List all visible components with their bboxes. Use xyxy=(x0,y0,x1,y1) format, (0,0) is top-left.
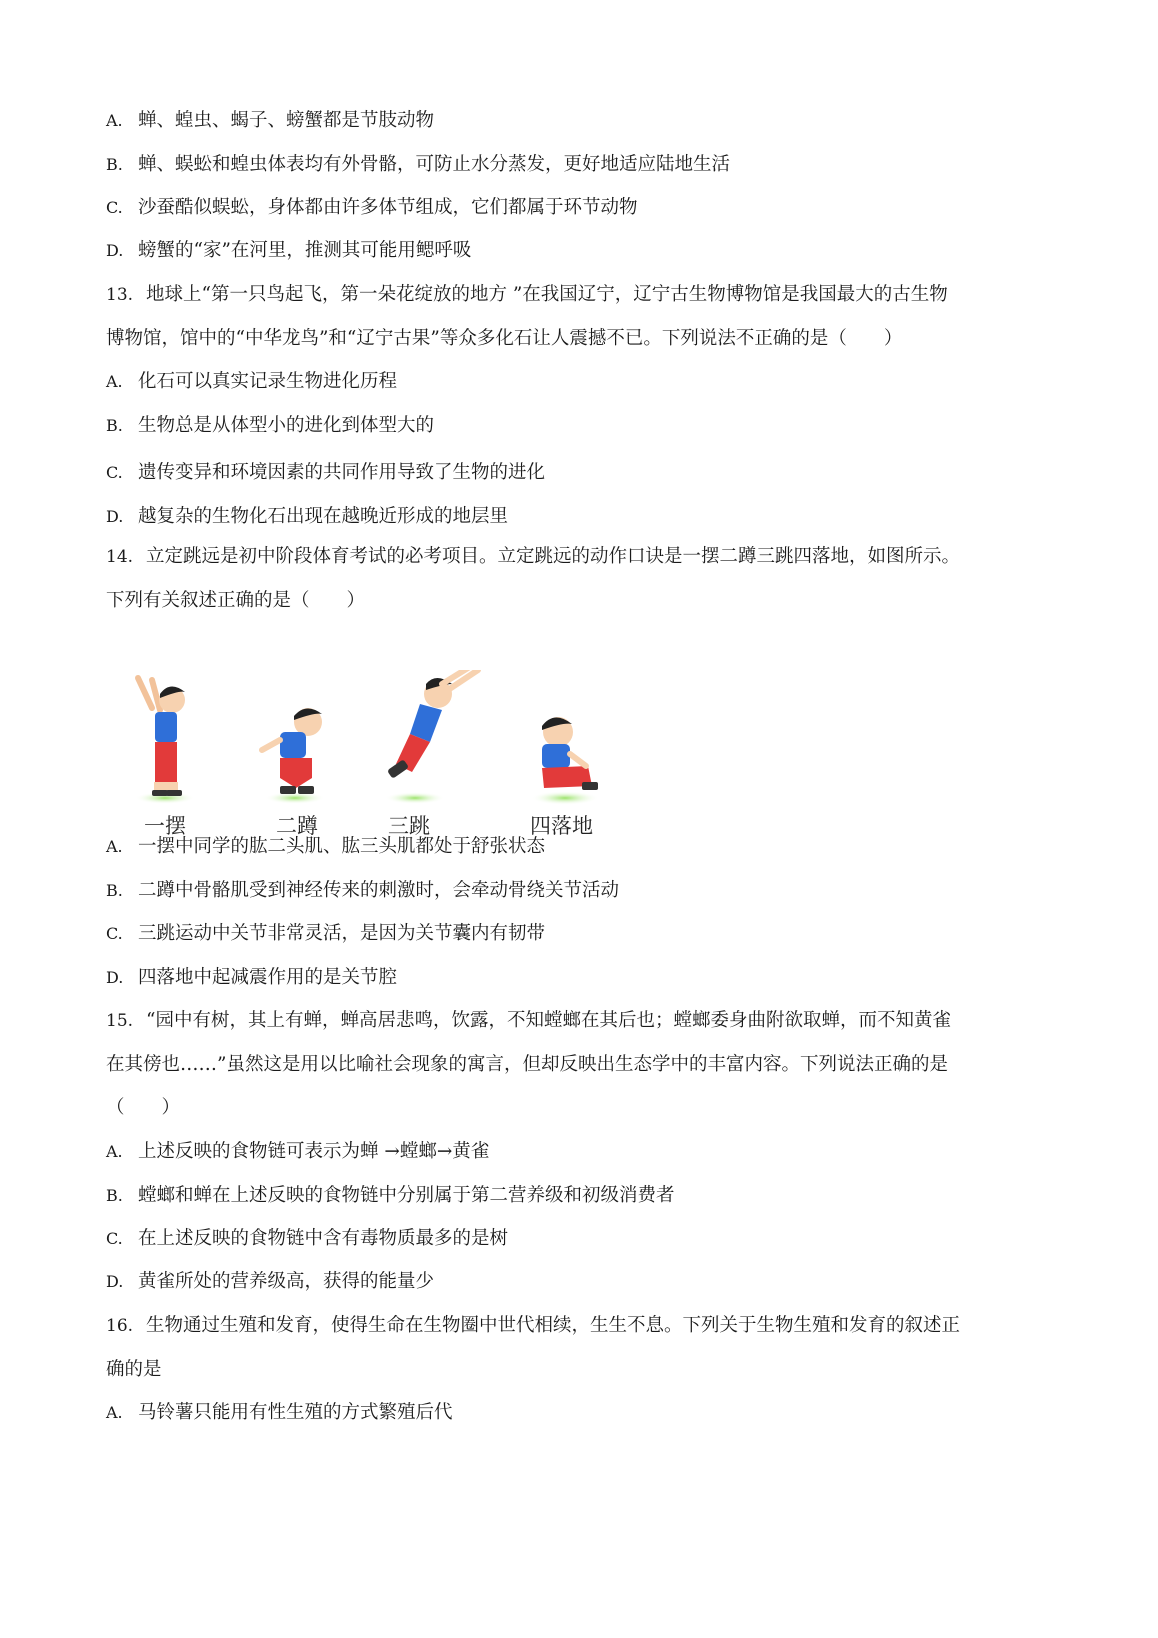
q14-option-a: A. 一摆中同学的肱二头肌、肱三头肌都处于舒张状态 xyxy=(106,836,546,857)
q15-stem-line3: （ ） xyxy=(106,1097,181,1118)
q16-option-a: A. 马铃薯只能用有性生殖的方式繁殖后代 xyxy=(106,1402,453,1423)
q14-stem-line1: 14. 立定跳远是初中阶段体育考试的必考项目。立定跳远的动作口诀是一摆二蹲三跳四落地，如图所示。 xyxy=(106,546,961,567)
q14-option-c: C. 三跳运动中关节非常灵活，是因为关节囊内有韧带 xyxy=(106,923,546,944)
q15-stem-line1: 15. “园中有树，其上有蝉，蝉高居悲鸣，饮露，不知螳螂在其后也；螳螂委身曲附欲取蝉，而不知黄雀 xyxy=(106,1010,951,1031)
q14-option-b: B. 二蹲中骨骼肌受到神经传来的刺激时，会牵动骨绕关节活动 xyxy=(106,880,620,901)
q13-stem-line1: 13. 地球上“第一只鸟起飞，第一朵花绽放的地方 ”在我国辽宁，辽宁古生物博物馆是我国最大的古生物 xyxy=(106,284,948,305)
figure-label-swing: 一摆 xyxy=(144,814,186,838)
swing-pose xyxy=(135,678,195,804)
q13-option-c: C. 遗传变异和环境因素的共同作用导致了生物的进化 xyxy=(106,462,546,483)
q14-option-d: D. 四落地中起减震作用的是关节腔 xyxy=(106,967,398,988)
jump-pose xyxy=(385,670,478,804)
figure-label-jump: 三跳 xyxy=(388,814,430,838)
figure-label-landing: 四落地 xyxy=(530,814,593,838)
crouch-pose xyxy=(262,708,325,804)
q16-stem-line2: 确的是 xyxy=(106,1359,162,1380)
q15-option-d: D. 黄雀所处的营养级高，获得的能量少 xyxy=(106,1271,435,1292)
q13-stem-line2: 博物馆，馆中的“中华龙鸟”和“辽宁古果”等众多化石让人震撼不已。下列说法不正确的是（ ） xyxy=(106,328,903,349)
q12-option-b: B. 蝉、蜈蚣和蝗虫体表均有外骨骼，可防止水分蒸发，更好地适应陆地生活 xyxy=(106,154,731,175)
q14-stem-line2: 下列有关叙述正确的是（ ） xyxy=(106,590,366,611)
q13-option-d: D. 越复杂的生物化石出现在越晚近形成的地层里 xyxy=(106,506,509,527)
q15-option-c: C. 在上述反映的食物链中含有毒物质最多的是树 xyxy=(106,1228,509,1249)
figure-label-crouch: 二蹲 xyxy=(276,814,318,838)
q12-option-a: A. 蝉、蝗虫、蝎子、螃蟹都是节肢动物 xyxy=(106,110,435,131)
landing-pose xyxy=(531,717,599,805)
q15-option-b: B. 螳螂和蝉在上述反映的食物链中分别属于第二营养级和初级消费者 xyxy=(106,1185,675,1206)
q15-option-a: A. 上述反映的食物链可表示为蝉 →螳螂→黄雀 xyxy=(106,1141,490,1162)
q13-option-b: B. 生物总是从体型小的进化到体型大的 xyxy=(106,415,435,436)
q15-stem-line2: 在其傍也……”虽然这是用以比喻社会现象的寓言，但却反映出生态学中的丰富内容。下列说法正确的是 xyxy=(106,1054,948,1075)
jump-illustration xyxy=(130,670,650,810)
standing-long-jump-figure xyxy=(130,670,650,850)
q12-option-d: D. 螃蟹的“家”在河里，推测其可能用鳃呼吸 xyxy=(106,240,472,261)
q12-option-c: C. 沙蚕酷似蜈蚣，身体都由许多体节组成，它们都属于环节动物 xyxy=(106,197,638,218)
q13-option-a: A. 化石可以真实记录生物进化历程 xyxy=(106,371,398,392)
q16-stem-line1: 16. 生物通过生殖和发育，使得生命在生物圈中世代相续，生生不息。下列关于生物生殖和发育的叙述正 xyxy=(106,1315,961,1336)
